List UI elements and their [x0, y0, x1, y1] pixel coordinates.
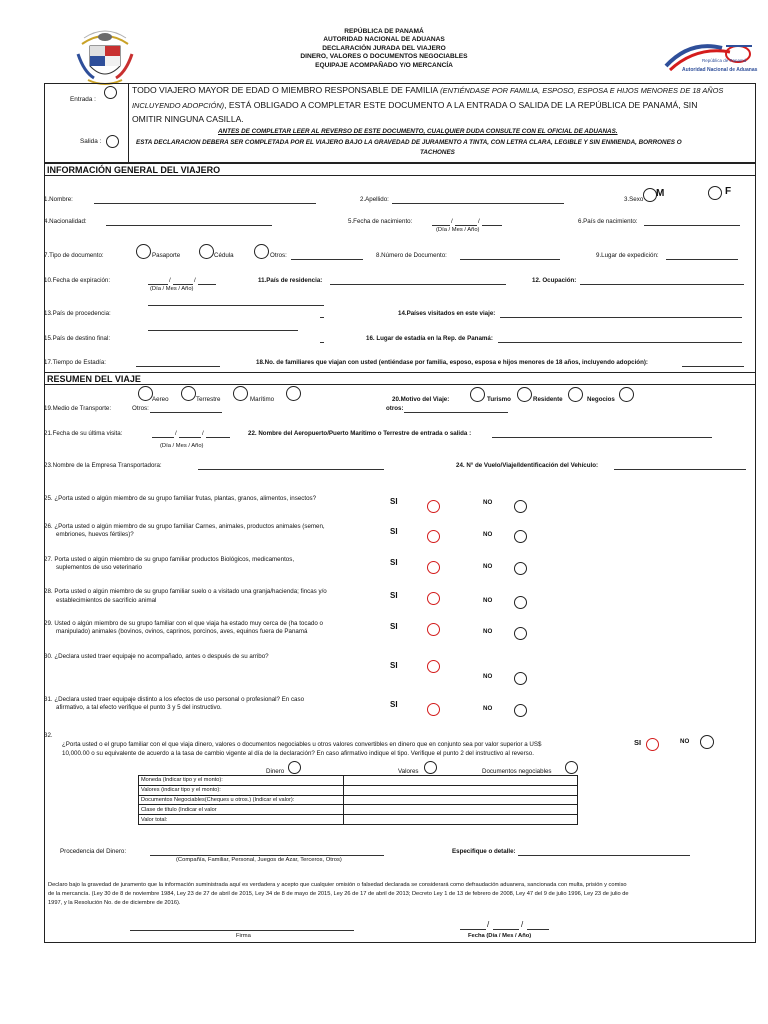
- apellido-label: 2.Apellido:: [360, 196, 389, 203]
- ocupacion-field[interactable]: [580, 284, 744, 285]
- question-27-no-radio[interactable]: [514, 562, 527, 575]
- tiempo-estadia-field[interactable]: [136, 366, 220, 367]
- pasaporte-radio[interactable]: [136, 244, 151, 259]
- header-line-1: REPÚBLICA DE PANAMÁ: [344, 28, 424, 35]
- detalle-label: Especifique o detalle:: [452, 848, 516, 855]
- question-31-no-radio[interactable]: [514, 704, 527, 717]
- header-line-4: DINERO, VALORES O DOCUMENTOS NEGOCIABLES: [300, 53, 468, 61]
- question-31-no-label: NO: [483, 705, 493, 712]
- intro-line-2: INCLUYENDO ADOPCIÓN), ESTÁ OBLIGADO A COMPLETAR ESTE DOCUMENTO A LA ENTRADA O SALIDA DE LA REPÚBLICA DE PANAMÁ, SIN: [132, 100, 698, 110]
- fecha-firma-dia[interactable]: [460, 929, 486, 930]
- terrestre-radio[interactable]: [181, 386, 196, 401]
- money-row-value[interactable]: [344, 785, 578, 795]
- procedencia-label: Procedencia del Dinero:: [60, 848, 127, 855]
- empresa-label: 23.Nombre de la Empresa Transportadora:: [44, 462, 162, 469]
- question-25-text: 25. ¿Porta usted o algún miembro de su grupo familiar frutas, plantas, granos, alimentos, insectos?: [44, 495, 317, 502]
- lugar-exp-field[interactable]: [666, 259, 738, 260]
- fecha-exp-label: 10.Fecha de expiración:: [44, 277, 111, 284]
- dinero-label: Dinero: [266, 768, 285, 775]
- num-doc-label: 8.Número de Documento:: [376, 252, 447, 259]
- fecha-nac-ano[interactable]: [482, 225, 502, 226]
- money-row-label: Valor total:: [139, 815, 344, 825]
- money-row-valores: [139, 785, 578, 795]
- money-row-value[interactable]: [344, 805, 578, 815]
- pasaporte-label: Pasaporte: [152, 252, 181, 259]
- question-28-si-radio[interactable]: [427, 592, 440, 605]
- pais-nac-label: 6.País de nacimiento:: [578, 218, 638, 225]
- money-row-moneda: [139, 776, 578, 786]
- question-32-text-1: ¿Porta usted o el grupo familiar con el que viaja dinero, valores o documentos negociables u otros valores convertibles en dinero que en conjunto sea por valor superior a US$: [62, 741, 542, 748]
- nombre-field[interactable]: [94, 203, 316, 204]
- declaration-line-1: Declaro bajo la gravedad de juramento que la información suministrada aquí es verdadera y acepto que cualquier omisión o falsedad declarada se considerará como defraudación aduanera, sancionada con multa, prisión y comiso: [48, 882, 627, 888]
- residente-label: Residente: [533, 396, 563, 403]
- aeropuerto-field[interactable]: [492, 437, 712, 438]
- question-32-no-radio[interactable]: [700, 735, 714, 749]
- section-general-title: INFORMACIÓN GENERAL DEL VIAJERO: [44, 163, 756, 176]
- question-32-number: 32.: [44, 732, 53, 739]
- question-27-text-1: 27. Porta usted o algún miembro de su grupo familiar productos Biológicos, medicamentos,: [44, 556, 295, 563]
- aduanas-logo: [660, 36, 760, 80]
- sexo-m-radio[interactable]: [643, 188, 657, 202]
- detalle-field[interactable]: [518, 855, 690, 856]
- money-row-clase: [139, 805, 578, 815]
- pais-proc-line-top: [148, 305, 324, 306]
- declaration-line-2: de la mercancía. (Ley 30 de 8 de noviembre 1984, Ley 23 de 27 de abril de 2015, Ley 34 de 8 de mayo de 2015, Ley 26 de 17 de abril de 2013; Decreto Ley 1 de 13 de febrero de 2008, Ley 47 del 9 de julio 1996, Ley 23 de julio de: [48, 891, 629, 897]
- pais-dest-line-top: [148, 330, 298, 331]
- motivo-otros-field[interactable]: [404, 412, 508, 413]
- question-30-no-label: NO: [483, 673, 493, 680]
- section-resumen-title: RESUMEN DEL VIAJE: [44, 372, 756, 385]
- sexo-m-label: M: [656, 188, 665, 199]
- question-30-si-label: SI: [390, 661, 398, 670]
- intro-note-2: ESTA DECLARACION DEBERA SER COMPLETADA POR EL VIAJERO BAJO LA GRAVEDAD DE JURAMENTO A TINTA, CON LETRA CLARA, LEGIBLE Y SIN ENMIENDA, BORRONES O: [136, 138, 682, 146]
- question-26-text-2: embriones, huevos fértiles)?: [56, 531, 134, 538]
- medio-otros-label: Otros:: [132, 405, 149, 412]
- num-familiares-label: 18.No. de familiares que viajan con usted (entiéndase por familia, esposo, esposa e hijos menores de 18 años, incluyendo adopción):: [256, 359, 648, 366]
- fecha-visita-hint: (Día / Mes / Año): [160, 443, 204, 449]
- question-32-text-2: 10,000.00 o su equivalente de acuerdo a la tasa de cambio vigente al día de la declaración? En caso afirmativo indique el tipo. Verifique el punto 2 del instructivo al reverso.: [62, 750, 534, 757]
- money-row-value[interactable]: [344, 815, 578, 825]
- sexo-label: 3.Sexo: [624, 196, 644, 203]
- question-27-si-label: SI: [390, 558, 398, 567]
- firma-field[interactable]: [130, 930, 354, 931]
- fecha-exp-mes[interactable]: [173, 284, 193, 285]
- header-line-2: AUTORIDAD NACIONAL DE ADUANAS: [323, 36, 445, 44]
- fecha-nac-hint: (Día / Mes / Año): [436, 227, 480, 233]
- vuelo-label: 24. N° de Vuelo/Viaje/Identificación del Vehículo:: [456, 462, 599, 469]
- salida-label: Salida :: [80, 138, 102, 145]
- entrada-label: Entrada :: [70, 96, 96, 103]
- valores-checkbox[interactable]: [424, 761, 437, 774]
- fecha-visita-ano[interactable]: [206, 437, 230, 438]
- cedula-radio[interactable]: [199, 244, 214, 259]
- question-28-no-radio[interactable]: [514, 596, 527, 609]
- fecha-visita-mes[interactable]: [179, 437, 201, 438]
- num-familiares-field[interactable]: [682, 366, 744, 367]
- question-29-text-1: 29. Usted o algún miembro de su grupo familiar con el que viaja ha estado muy cerca de (ha tocado o: [44, 620, 323, 627]
- motivo-otros-label: otros:: [386, 405, 404, 412]
- declaration-line-3: 1997, y la Resolución No. de de diciembre de 2016).: [48, 900, 181, 906]
- otro-motivo-radio[interactable]: [619, 387, 634, 402]
- question-27-no-label: NO: [483, 563, 493, 570]
- medio-otros-field[interactable]: [150, 412, 222, 413]
- nombre-label: 1.Nombre:: [44, 196, 73, 203]
- valores-label: Valores: [398, 768, 419, 775]
- question-25-no-label: NO: [483, 499, 493, 506]
- ocupacion-label: 12. Ocupación:: [532, 277, 577, 284]
- procedencia-hint: (Compañía, Familiar, Personal, Juegos de Azar, Terceros, Otros): [176, 857, 342, 863]
- turismo-label: Turismo: [487, 396, 511, 403]
- question-31-si-label: SI: [390, 700, 398, 709]
- money-row-value[interactable]: [344, 795, 578, 805]
- negocios-radio[interactable]: [568, 387, 583, 402]
- question-27-si-radio[interactable]: [427, 561, 440, 574]
- question-27-text-2: suplementos de uso veterinario: [56, 564, 142, 571]
- question-25-si-label: SI: [390, 497, 398, 506]
- question-28-no-label: NO: [483, 597, 493, 604]
- lugar-estadia-label: 16. Lugar de estadía en la Rep. de Panamá:: [366, 335, 493, 342]
- sexo-f-label: F: [725, 186, 732, 197]
- documentos-label: Documentos negociables: [482, 768, 552, 775]
- num-doc-field[interactable]: [460, 259, 560, 260]
- intro-divider: [128, 83, 129, 163]
- header-line-3: DECLARACIÓN JURADA DEL VIAJERO: [322, 44, 446, 52]
- money-row-label: Valores (indicar tipo y el monto):: [139, 785, 344, 795]
- question-32-si-label: SI: [634, 738, 642, 747]
- pais-proc-field[interactable]: [320, 317, 324, 318]
- terrestre-label: Terrestre: [196, 396, 221, 403]
- header-line-5: EQUIPAJE ACOMPAÑADO Y/O MERCANCÍA: [315, 61, 453, 69]
- question-31-text-2: afirmativo, a tal efecto verifique el punto 3 y 5 del instructivo.: [56, 704, 222, 711]
- question-28-text-1: 28. Porta usted o algún miembro de su grupo familiar suelo o a visitado una granja/hacienda; fincas y/o: [44, 588, 327, 595]
- pais-dest-field[interactable]: [320, 342, 324, 343]
- intro-note-3: TACHONES: [420, 149, 455, 156]
- question-29-text-2: manipulado) animales (bovinos, ovinos, caprinos, porcinos, aves, equinos fuera de Panamá: [56, 628, 308, 635]
- question-32-no-label: NO: [680, 738, 690, 745]
- otro-transporte-radio[interactable]: [286, 386, 301, 401]
- fecha-firma-ano[interactable]: [527, 929, 549, 930]
- lugar-exp-label: 9.Lugar de expedición:: [596, 252, 659, 259]
- money-row-total: [139, 815, 578, 825]
- money-row-label: Clase de título (Indicar el valor: [139, 805, 344, 815]
- question-26-text-1: 26. ¿Porta usted o algún miembro de su grupo familiar Carnes, animales, productos animales (semen,: [44, 523, 325, 530]
- cedula-label: Cédula: [214, 252, 234, 259]
- question-30-no-radio[interactable]: [514, 672, 527, 685]
- question-31-text-1: 31. ¿Declara usted traer equipaje distinto a los efectos de uso personal o profesional? En caso: [44, 696, 305, 703]
- pais-proc-label: 13.País de procedencia:: [44, 310, 111, 317]
- question-30-si-radio[interactable]: [427, 660, 440, 673]
- vuelo-field[interactable]: [614, 469, 746, 470]
- documentos-checkbox[interactable]: [565, 761, 578, 774]
- money-row-label: Moneda (Indicar tipo y el monto):: [139, 776, 344, 786]
- lugar-estadia-field[interactable]: [498, 342, 742, 343]
- money-row-documentos: [139, 795, 578, 805]
- aereo-radio[interactable]: [138, 386, 153, 401]
- intro-note-1: ANTES DE COMPLETAR LEER AL REVERSO DE ESTE DOCUMENTO, CUALQUIER DUDA CONSULTE CON EL OFICIAL DE ADUANAS.: [218, 128, 618, 135]
- sexo-f-radio[interactable]: [708, 186, 722, 200]
- aduanas-logo-small: República de Panamá: [702, 58, 747, 63]
- question-29-no-label: NO: [483, 628, 493, 635]
- question-25-si-radio[interactable]: [427, 500, 440, 513]
- intro-line-1: TODO VIAJERO MAYOR DE EDAD O MIEMBRO RESPONSABLE DE FAMILIA (ENTIÉNDASE POR FAMILIA, ESPOSO, ESPOSA E HIJOS MENORES DE 18 AÑOS: [132, 85, 724, 95]
- maritimo-radio[interactable]: [233, 386, 248, 401]
- otros-doc-radio[interactable]: [254, 244, 269, 259]
- otros-doc-label: Otros:: [270, 252, 287, 259]
- pais-res-label: 11.País de residencia:: [258, 277, 323, 284]
- fecha-exp-dia[interactable]: [148, 284, 168, 285]
- motivo-label: 20.Motivo del Viaje:: [392, 396, 450, 403]
- fecha-nac-mes[interactable]: [455, 225, 477, 226]
- question-26-si-label: SI: [390, 527, 398, 536]
- fecha-firma-mes[interactable]: [493, 929, 519, 930]
- residente-radio[interactable]: [517, 387, 532, 402]
- apellido-field[interactable]: [392, 203, 564, 204]
- question-29-si-label: SI: [390, 622, 398, 631]
- question-30-text: 30. ¿Declara usted traer equipaje no acompañado, antes o después de su arribo?: [44, 653, 269, 660]
- question-31-si-radio[interactable]: [427, 703, 440, 716]
- question-25-no-radio[interactable]: [514, 500, 527, 513]
- paises-visit-field[interactable]: [500, 317, 742, 318]
- money-table: [138, 775, 578, 825]
- aereo-label: Aereo: [152, 396, 169, 403]
- negocios-label: Negocios: [587, 396, 615, 403]
- entrada-radio[interactable]: [104, 86, 117, 99]
- salida-radio[interactable]: [106, 135, 119, 148]
- turismo-radio[interactable]: [470, 387, 485, 402]
- fecha-nac-label: 5.Fecha de nacimiento:: [348, 218, 413, 225]
- tiempo-estadia-label: 17.Tiempo de Estadía:: [44, 359, 107, 366]
- empresa-field[interactable]: [198, 469, 384, 470]
- question-32-si-radio[interactable]: [646, 738, 659, 751]
- fecha-exp-ano[interactable]: [198, 284, 216, 285]
- money-row-label: Documentos Negociables(Cheques u otros.) (Indicar el valor):: [139, 795, 344, 805]
- medio-label: 19.Medio de Transporte:: [44, 405, 112, 412]
- pais-res-field[interactable]: [330, 284, 506, 285]
- maritimo-label: Marítimo: [250, 396, 275, 403]
- pais-nac-field[interactable]: [644, 225, 740, 226]
- question-29-si-radio[interactable]: [427, 623, 440, 636]
- fecha-nac-dia[interactable]: [432, 225, 450, 226]
- question-28-si-label: SI: [390, 591, 398, 600]
- fecha-visita-dia[interactable]: [152, 437, 174, 438]
- intro-line-3: OMITIR NINGUNA CASILLA.: [132, 114, 244, 124]
- procedencia-field[interactable]: [150, 855, 384, 856]
- tipo-doc-label: 7.Tipo de documento:: [44, 252, 104, 259]
- question-28-text-2: establecimientos de sacrificio animal: [56, 597, 157, 604]
- aeropuerto-label: 22. Nombre del Aeropuerto/Puerto Marítimo o Terrestre de entrada o salida :: [248, 430, 472, 437]
- paises-visit-label: 14.Países visitados en este viaje:: [398, 310, 496, 317]
- money-row-value[interactable]: [344, 776, 578, 786]
- fecha-visita-label: 21.Fecha de su última visita:: [44, 430, 123, 437]
- question-26-no-radio[interactable]: [514, 530, 527, 543]
- question-26-si-radio[interactable]: [427, 530, 440, 543]
- otros-doc-field[interactable]: [291, 259, 363, 260]
- firma-label: Firma: [236, 933, 251, 939]
- question-26-no-label: NO: [483, 531, 493, 538]
- nacionalidad-label: 4.Nacionalidad:: [44, 218, 87, 225]
- fecha-firma-label: Fecha (Día / Mes / Año): [468, 933, 532, 939]
- aduanas-logo-subtitle: Autoridad Nacional de Aduanas: [682, 67, 758, 73]
- form-frame: [44, 163, 756, 943]
- nacionalidad-field[interactable]: [106, 225, 272, 226]
- dinero-checkbox[interactable]: [288, 761, 301, 774]
- pais-dest-label: 15.País de destino final:: [44, 335, 111, 342]
- fecha-exp-hint: (Día / Mes / Año): [150, 286, 194, 292]
- question-29-no-radio[interactable]: [514, 627, 527, 640]
